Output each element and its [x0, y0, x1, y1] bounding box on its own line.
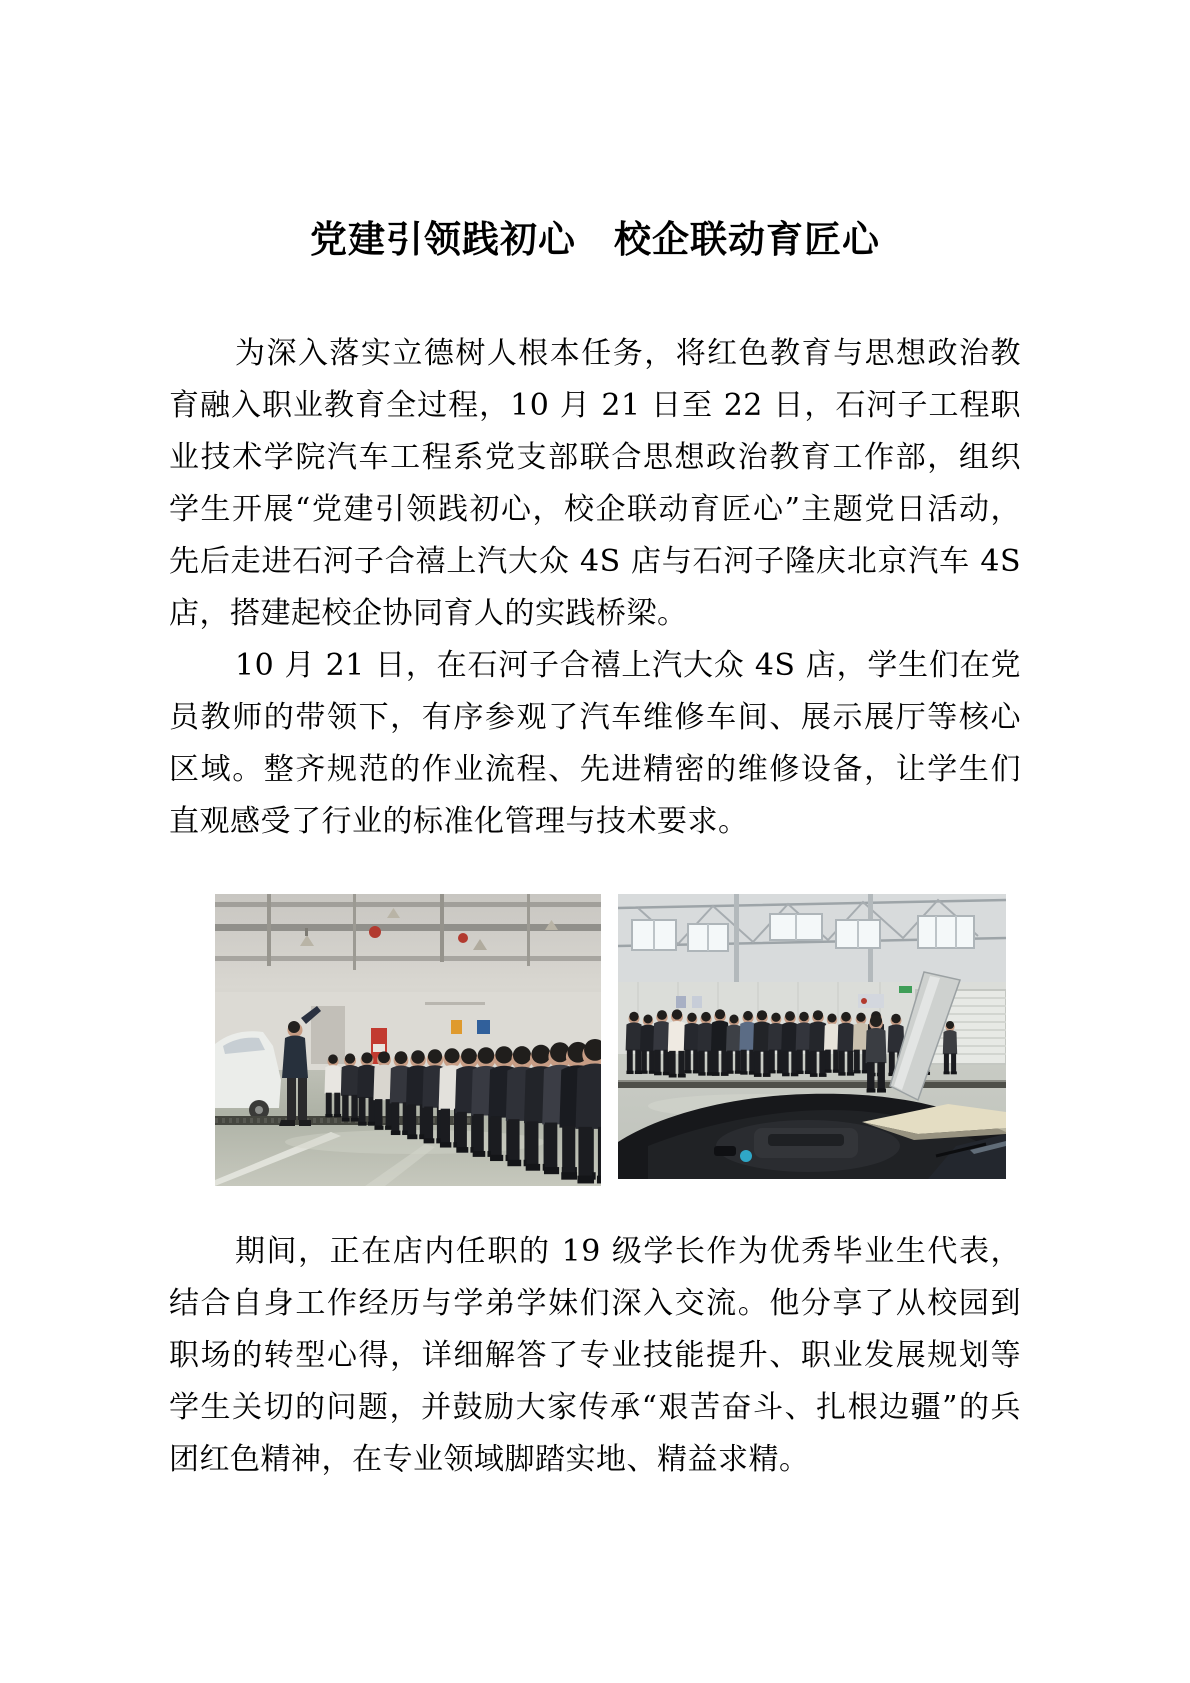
engine-bay-group-illustration [618, 894, 1006, 1179]
paragraph-visit: 10 月 21 日，在石河子合禧上汽大众 4S 店，学生们在党员教师的带领下，有序参观了汽车维修车间、展示展厅等核心区域。整齐规范的作业流程、先进精密的维修设备，让学生们直观感受了行业的标准化管理与技术要求。 [169, 648, 1021, 839]
workshop-lineup-illustration [215, 894, 601, 1186]
document-body [169, 328, 1021, 1486]
photo-row [215, 894, 1021, 1186]
photo-engine-bay-group [618, 894, 1006, 1179]
page-title: 党建引领践初心 校企联动育匠心 [310, 218, 880, 261]
paragraph-intro: 为深入落实立德树人根本任务，将红色教育与思想政治教育融入职业教育全过程，10 月 21 日至 22 日，石河子工程职业技术学院汽车工程系党支部联合思想政治教育工作部，组织学生开展“党建引领践初心，校企联动育匠心”主题党日活动，先后走进石河子合禧上汽大众 4S 店与石河子隆庆北京汽车 4S 店，搭建起校企协同育人的实践桥梁。 [169, 336, 1021, 631]
photo-workshop-lineup [215, 894, 601, 1186]
paragraph-alumni: 期间，正在店内任职的 19 级学长作为优秀毕业生代表，结合自身工作经历与学弟学妹们深入交流。他分享了从校园到职场的转型心得，详细解答了专业技能提升、职业发展规划等学生关切的问题，并鼓励大家传承“艰苦奋斗、扎根边疆”的兵团红色精神，在专业领域脚踏实地、精益求精。 [169, 1234, 1021, 1477]
